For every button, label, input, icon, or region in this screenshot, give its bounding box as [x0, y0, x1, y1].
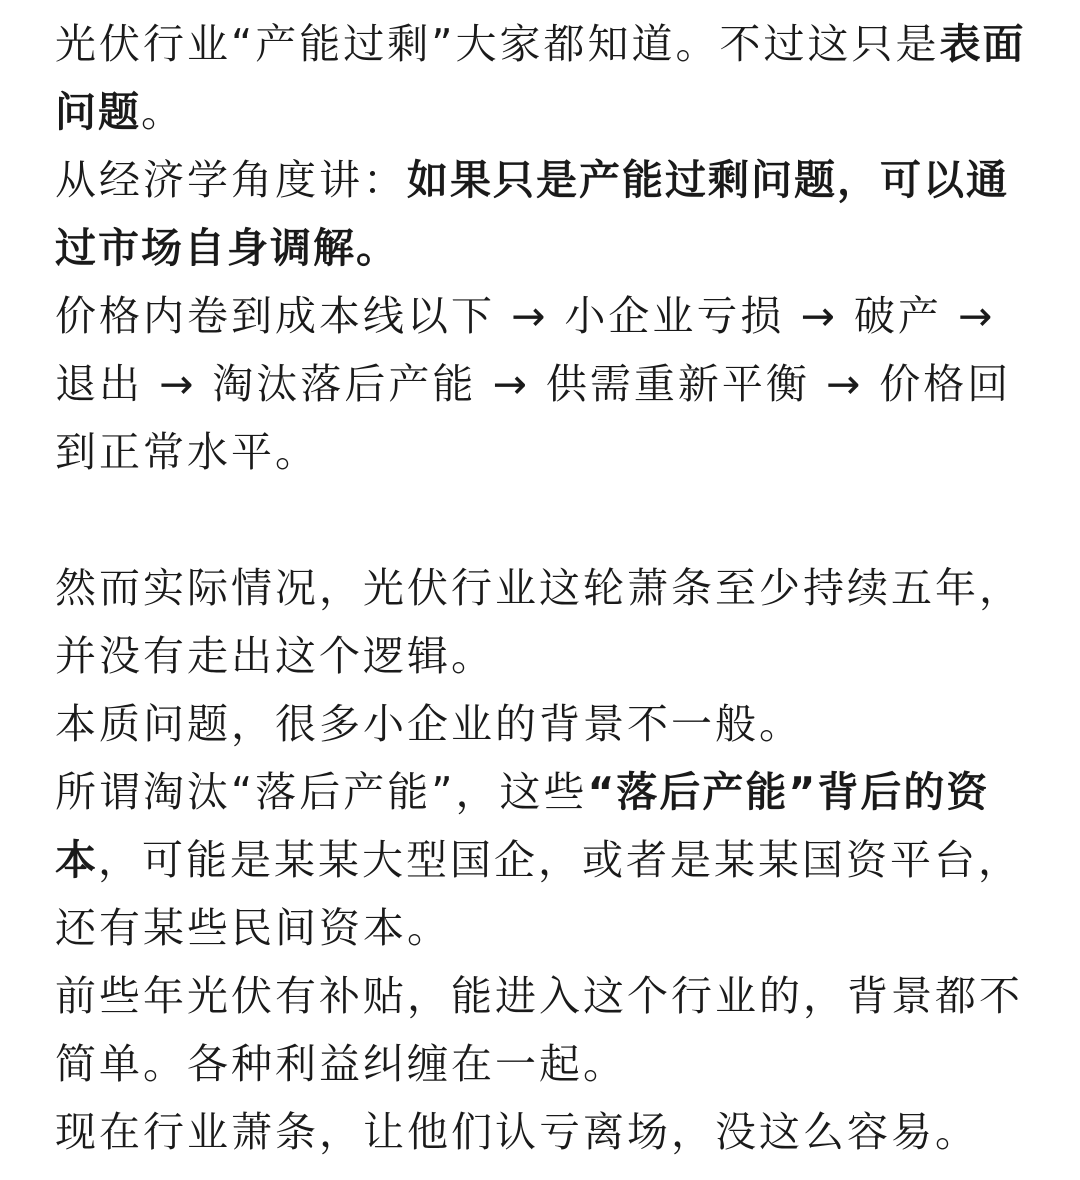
paragraph-price-chain: 价格内卷到成本线以下 → 小企业亏损 → 破产 → 退出 → 淘汰落后产能 → 供需重新平衡 → 价格回到正常水平。 [55, 292, 1012, 476]
emphasis-market-regulation: 如果只是产能过剩问题，可以通过市场自身调解。 [55, 156, 1009, 272]
paragraph-text: 光伏行业“产能过剩”大家都知道。不过这只是 [55, 20, 940, 68]
paragraph-subsidies: 前些年光伏有补贴，能进入这个行业的，背景都不简单。各种利益纠缠在一起。 [55, 972, 1023, 1088]
paragraph-backward-capacity [55, 758, 1030, 962]
paragraph-text: 。 [141, 88, 185, 136]
paragraph-text: 从经济学角度讲： [55, 156, 407, 204]
paragraph-text: ，可能是某某大型国企，或者是某某国资平台，还有某些民间资本。 [55, 836, 1022, 952]
paragraph-essence: 本质问题，很多小企业的背景不一般。 [55, 700, 803, 748]
article-body [55, 10, 1030, 1166]
paragraph-conclusion: 现在行业萧条，让他们认亏离场，没这么容易。 [55, 1108, 979, 1156]
emphasis-capital-behind: “落后产能”背后的资本 [55, 768, 990, 884]
emphasis-surface-problem: 表面问题 [55, 20, 1026, 136]
paragraph-reality: 然而实际情况，光伏行业这轮萧条至少持续五年，并没有走出这个逻辑。 [55, 564, 1023, 680]
paragraph-spacer [55, 486, 1030, 554]
paragraph-economics [55, 146, 1030, 282]
paragraph-text: 所谓淘汰“落后产能”，这些 [55, 768, 588, 816]
paragraph-overcapacity [55, 10, 1030, 146]
